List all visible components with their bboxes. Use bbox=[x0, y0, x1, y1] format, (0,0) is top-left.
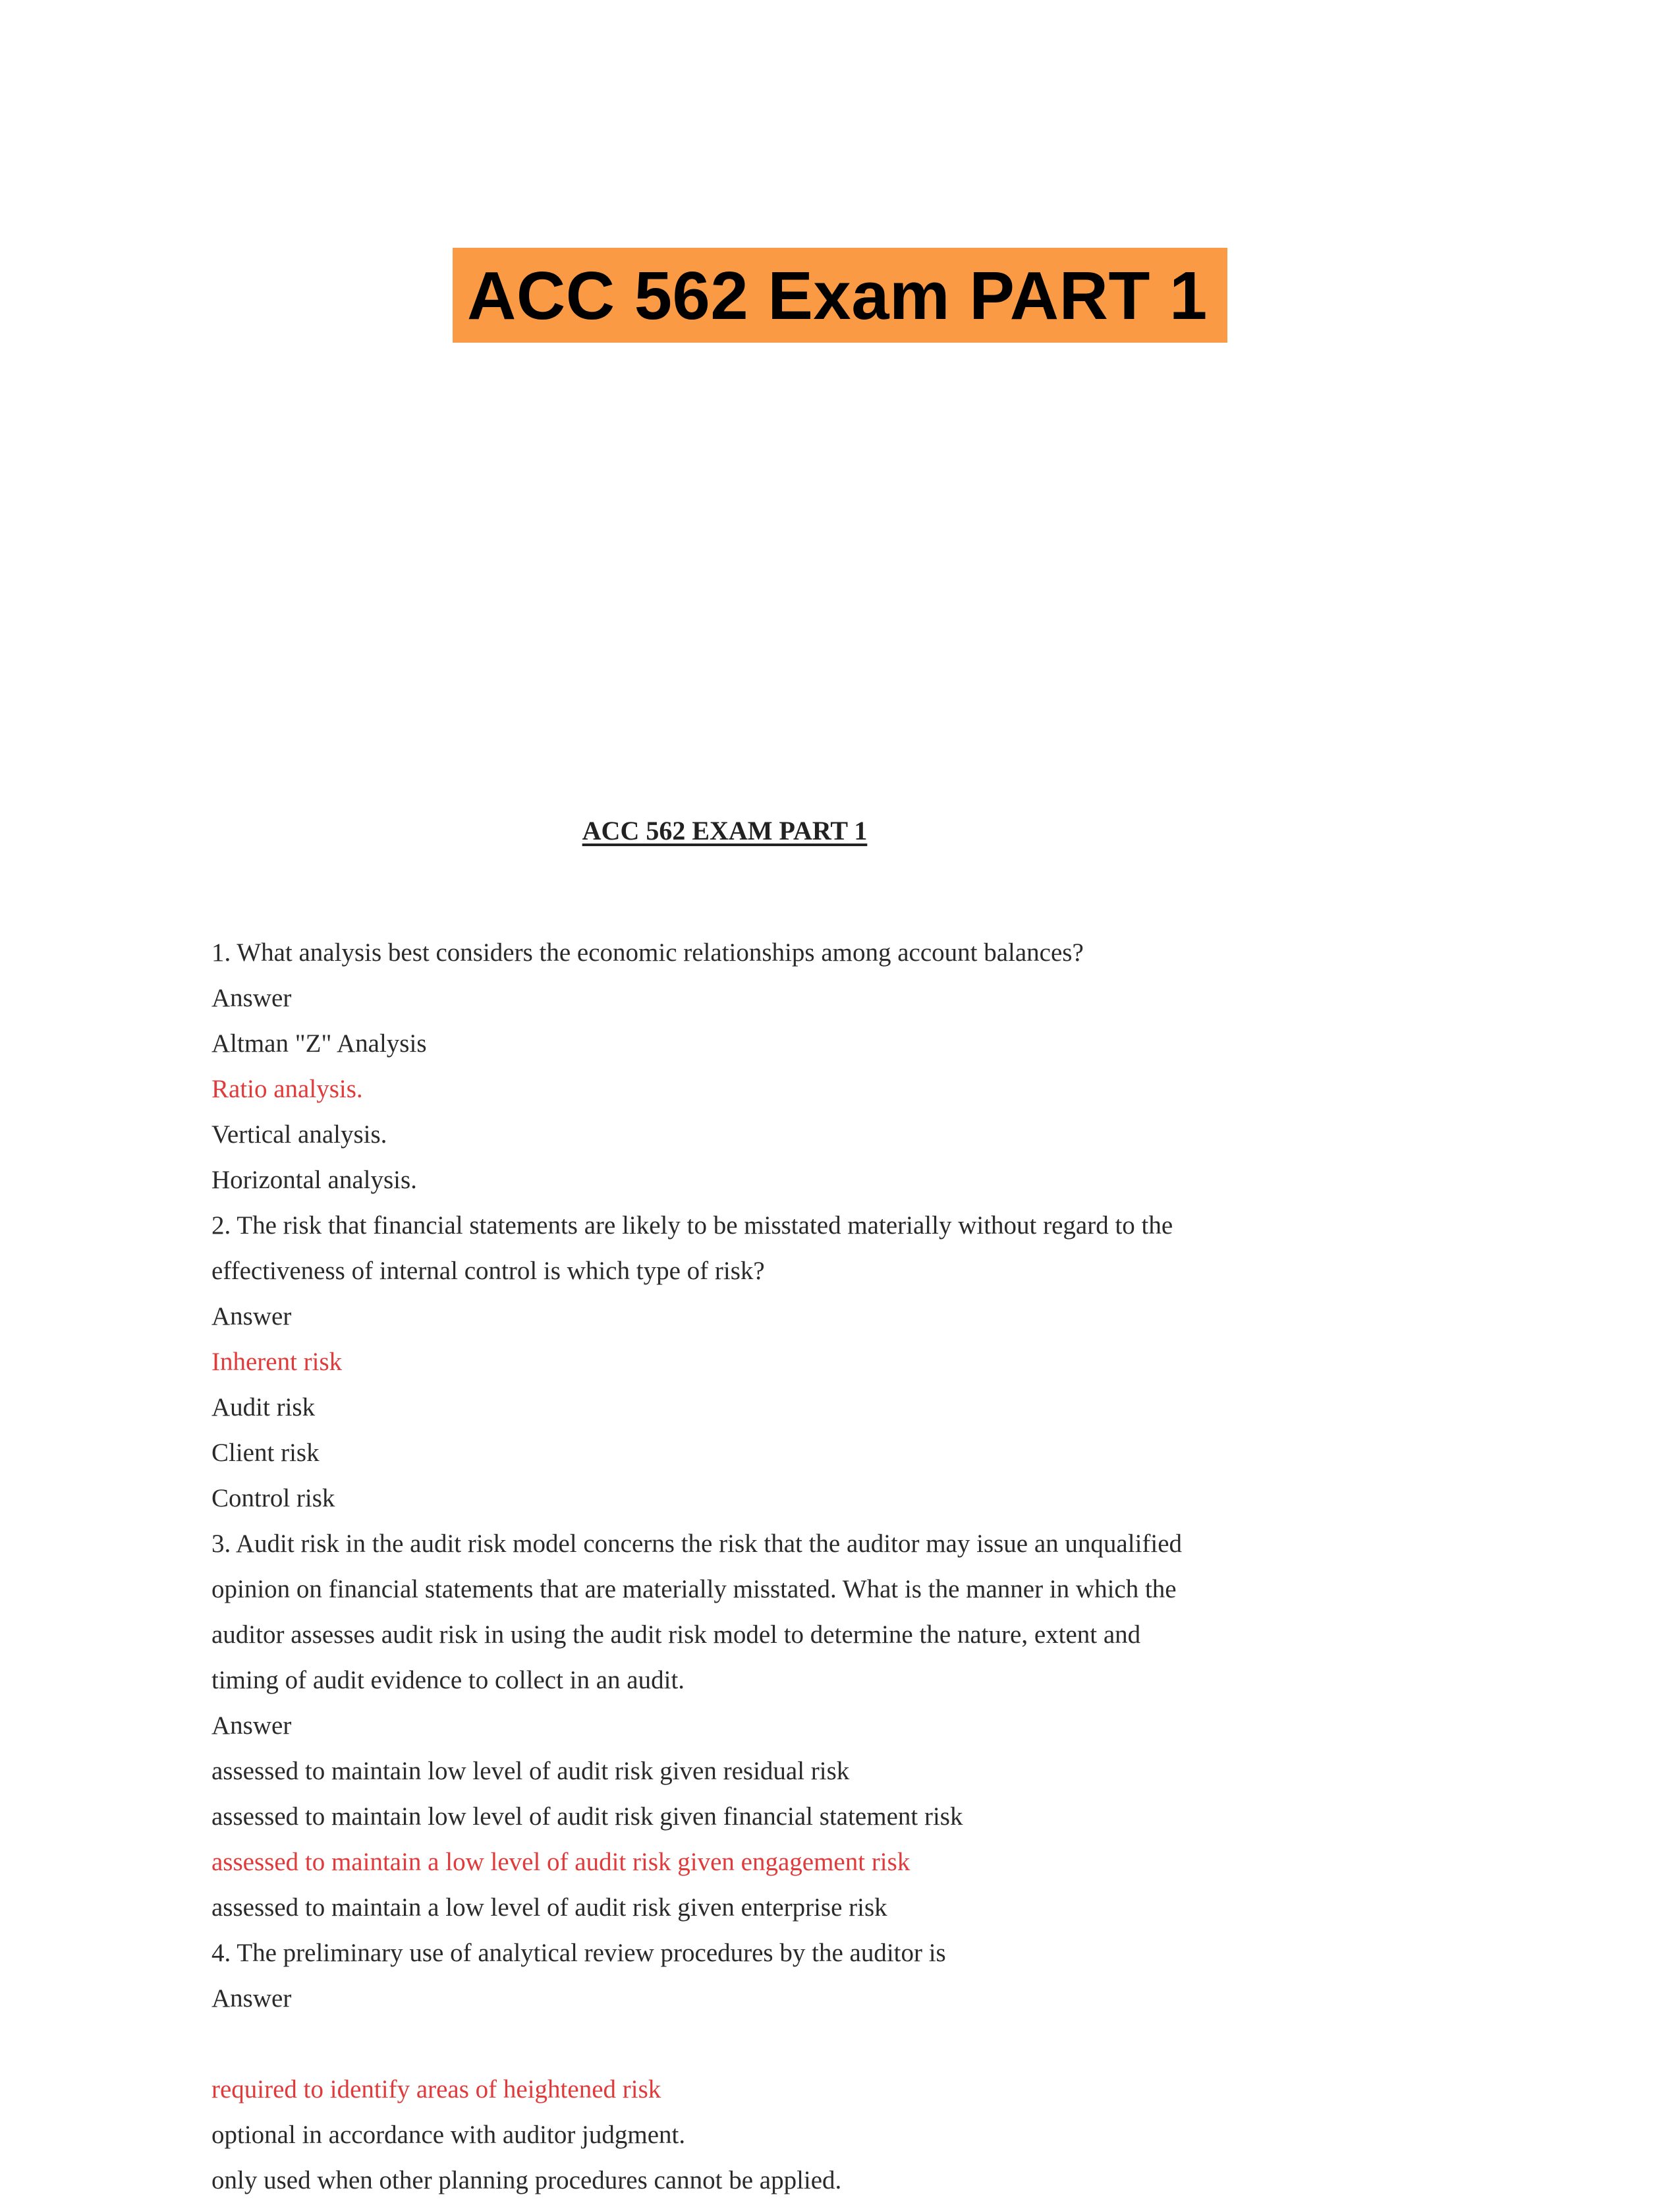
answer-option: optional in accordance with auditor judgment. bbox=[211, 2121, 686, 2149]
question-text: timing of audit evidence to collect in an audit. bbox=[211, 1666, 685, 1694]
question-text: 4. The preliminary use of analytical review procedures by the auditor is bbox=[211, 1939, 946, 1967]
question-text: auditor assesses audit risk in using the audit risk model to determine the nature, extent and bbox=[211, 1620, 1141, 1649]
question-text: opinion on financial statements that are materially misstated. What is the manner in which the bbox=[211, 1575, 1177, 1603]
answer-option: Altman "Z" Analysis bbox=[211, 1029, 427, 1058]
answer-option: assessed to maintain low level of audit risk given residual risk bbox=[211, 1757, 850, 1785]
correct-answer-option: required to identify areas of heightened risk bbox=[211, 2075, 661, 2103]
blank-line bbox=[211, 2021, 1266, 2067]
title-banner bbox=[453, 248, 1227, 343]
answer-option: Vertical analysis. bbox=[211, 1120, 387, 1149]
answer-option: assessed to maintain a low level of audit risk given enterprise risk bbox=[211, 1893, 887, 1922]
answer-option: Horizontal analysis. bbox=[211, 1166, 417, 1194]
question-text: effectiveness of internal control is which type of risk? bbox=[211, 1257, 765, 1285]
answer-option: Control risk bbox=[211, 1484, 335, 1512]
question-text: 3. Audit risk in the audit risk model concerns the risk that the auditor may issue an unqualified bbox=[211, 1530, 1183, 1558]
correct-answer-option: Ratio analysis. bbox=[211, 1075, 363, 1103]
exam-content bbox=[211, 930, 1266, 2203]
question-text: 2. The risk that financial statements are likely to be misstated materially without regard to the bbox=[211, 1211, 1173, 1240]
banner-title: ACC 562 Exam PART 1 bbox=[467, 257, 1208, 333]
answer-option: only used when other planning procedures cannot be applied. bbox=[211, 2166, 842, 2194]
answer-label: Answer bbox=[211, 984, 292, 1012]
correct-answer-option: assessed to maintain a low level of audit risk given engagement risk bbox=[211, 1848, 910, 1876]
answer-option: Audit risk bbox=[211, 1393, 316, 1421]
answer-label: Answer bbox=[211, 1302, 292, 1330]
answer-option: assessed to maintain low level of audit risk given financial statement risk bbox=[211, 1802, 963, 1831]
correct-answer-option: Inherent risk bbox=[211, 1348, 343, 1376]
answer-label: Answer bbox=[211, 1711, 292, 1740]
question-text: 1. What analysis best considers the economic relationships among account balances? bbox=[211, 938, 1084, 967]
answer-label: Answer bbox=[211, 1984, 292, 2013]
document-heading bbox=[0, 815, 1449, 847]
answer-option: Client risk bbox=[211, 1439, 320, 1467]
document-heading-text: ACC 562 EXAM PART 1 bbox=[582, 816, 868, 845]
